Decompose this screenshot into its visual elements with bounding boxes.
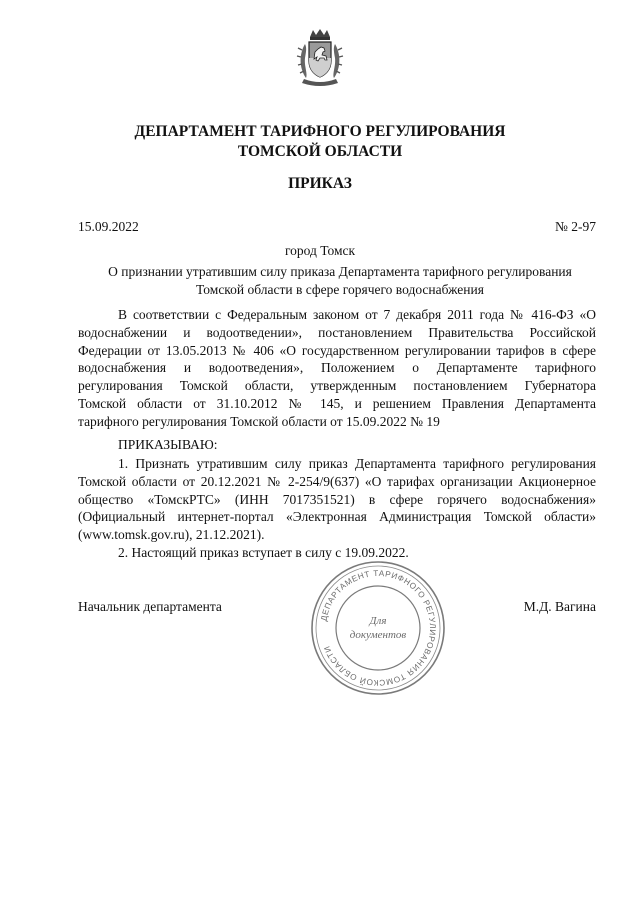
order-number: № 2-97 xyxy=(554,219,596,234)
order-item-line: общество «ТомскРТС» (ИНН 7017351521) в сфере горячего водоснабжения» xyxy=(78,491,596,507)
preamble-line: водоснабжении и водоотведении», постановлением Правительства Российской xyxy=(78,324,596,340)
round-seal-icon xyxy=(308,558,448,698)
order-items xyxy=(78,455,596,562)
order-item-line: Томской области от 20.12.2021 № 2-254/9(637) «О тарифах организации Акционерное xyxy=(78,473,596,489)
order-item-line: (Официальный интернет-портал «Электронная Администрация Томской области» xyxy=(78,509,596,525)
order-subject xyxy=(80,263,600,299)
city-line: город Томск xyxy=(284,243,356,258)
order-keyword: ПРИКАЗЫВАЮ: xyxy=(118,437,218,452)
coat-of-arms-icon xyxy=(296,28,344,88)
preamble-line: водоснабжения и водоотведения», Положением о Департаменте тарифного xyxy=(78,360,596,376)
preamble-line: тарифного регулирования Томской области от 15.09.2022 № 19 xyxy=(78,413,440,429)
signatory-name: М.Д. Вагина xyxy=(523,599,596,614)
seal-ring-text: ДЕПАРТАМЕНТ ТАРИФНОГО РЕГУЛИРОВАНИЯ ТОМСКОЙ ОБЛАСТИ xyxy=(319,568,438,688)
preamble-line: регулирования Томской области, утвержденным постановлением Губернатора xyxy=(78,378,596,394)
subject-line: Томской области в сфере горячего водоснабжения xyxy=(196,282,484,297)
department-title-line2: ТОМСКОЙ ОБЛАСТИ xyxy=(237,143,403,160)
signatory-role: Начальник департамента xyxy=(78,599,222,614)
order-date: 15.09.2022 xyxy=(78,219,139,234)
department-title-line1: ДЕПАРТАМЕНТ ТАРИФНОГО РЕГУЛИРОВАНИЯ xyxy=(134,123,506,140)
preamble-paragraph xyxy=(78,306,596,431)
preamble-line: Федерации от 13.05.2013 № 406 «О государственном регулировании тарифов в сфере xyxy=(78,342,596,358)
preamble-line: Томской области от 31.10.2012 № 145, и решением Правления Департамента xyxy=(78,395,596,411)
seal-center-line2: документов xyxy=(349,629,407,641)
order-item-line: 2. Настоящий приказ вступает в силу с 19.09.2022. xyxy=(118,544,409,560)
subject-line: О признании утратившим силу приказа Департамента тарифного регулирования xyxy=(108,264,572,279)
document-type-title: ПРИКАЗ xyxy=(288,175,352,192)
preamble-line: В соответствии с Федеральным законом от 7 декабря 2011 года № 416-ФЗ «О xyxy=(118,307,596,322)
order-item-line: (www.tomsk.gov.ru), 21.12.2021). xyxy=(78,527,265,543)
order-item-line: 1. Признать утратившим силу приказ Департамента тарифного регулирования xyxy=(118,456,596,471)
seal-center-line1: Для xyxy=(369,615,387,627)
